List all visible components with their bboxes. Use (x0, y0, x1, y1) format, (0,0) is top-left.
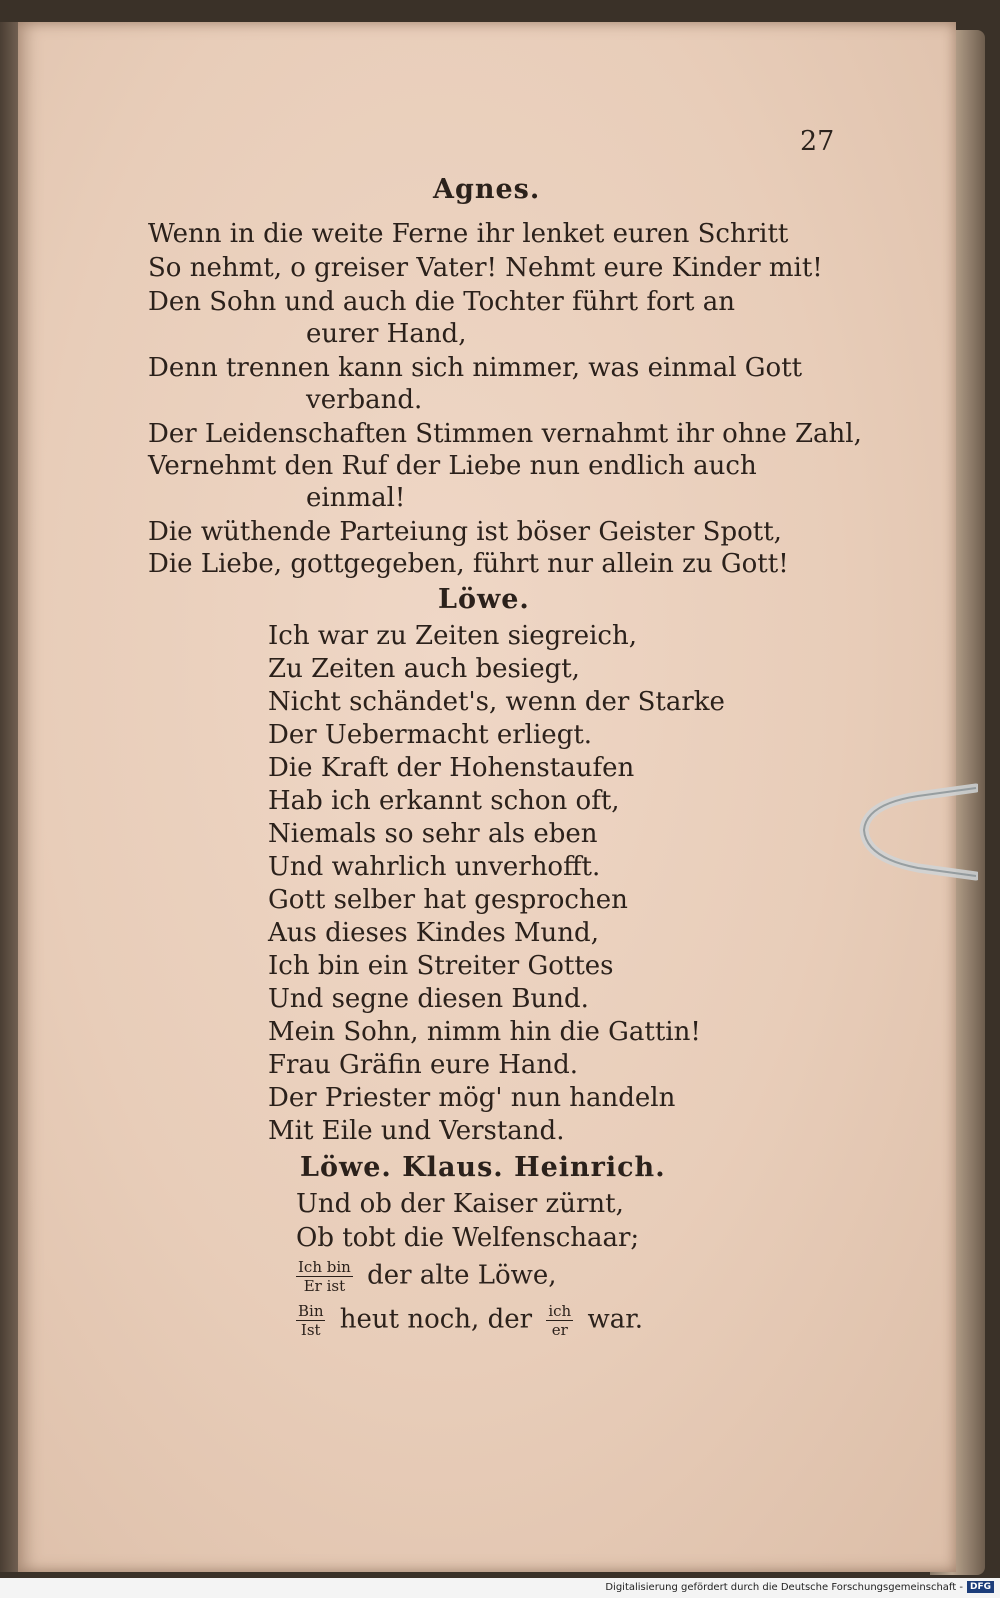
verse-line: verband. (306, 385, 423, 415)
verse-line: Hab ich erkannt schon oft, (268, 786, 620, 816)
verse-line: Der Uebermacht erliegt. (268, 720, 593, 750)
verse-line: Der Leidenschaften Stimmen vernahmt ihr ohne Zahl, (148, 419, 862, 449)
verse-text: war. (587, 1304, 644, 1335)
verse-line: Ich war zu Zeiten siegreich, (268, 621, 638, 651)
verse-line: Ich bin ein Streiter Gottes (268, 951, 614, 981)
verse-line: Niemals so sehr als eben (268, 819, 598, 849)
verse-line: Mit Eile und Verstand. (268, 1116, 565, 1146)
verse-line: Der Priester mög' nun handeln (268, 1083, 676, 1113)
verse-line: Mein Sohn, nimm hin die Gattin! (268, 1017, 701, 1047)
verse-line: Und wahrlich unverhofft. (268, 852, 601, 882)
verse-line: Wenn in die weite Ferne ihr lenket euren Schritt (148, 219, 789, 249)
verse-line: So nehmt, o greiser Vater! Nehmt eure Kinder mit! (148, 253, 823, 283)
verse-line: Den Sohn und auch die Tochter führt fort an (148, 287, 736, 317)
fraction-bottom: er (551, 1321, 568, 1339)
verse-line: Die wüthende Parteiung ist böser Geister Spott, (148, 517, 782, 547)
verse-line: Frau Gräfin eure Hand. (268, 1050, 579, 1080)
speaker-trio: Löwe. Klaus. Heinrich. (300, 1152, 666, 1183)
fraction-verse-line (290, 1302, 643, 1339)
verse-line: eurer Hand, (306, 319, 467, 349)
verse-line: Nicht schändet's, wenn der Starke (268, 687, 725, 717)
fraction-top: Ich bin (298, 1258, 351, 1276)
paper-clip (858, 778, 978, 883)
fraction-top: ich (548, 1302, 572, 1320)
verse-line: Zu Zeiten auch besiegt, (268, 654, 580, 684)
verse-text: der alte Löwe, (367, 1260, 557, 1291)
fraction-verse-line (290, 1258, 557, 1295)
digitization-footer (0, 1578, 1000, 1598)
pronoun-fraction (546, 1302, 573, 1339)
verse-line: Und ob der Kaiser zürnt, (296, 1189, 624, 1219)
verse-line: Denn trennen kann sich nimmer, was einmal Gott (148, 353, 803, 383)
verse-line: Gott selber hat gesprochen (268, 885, 628, 915)
fraction-bottom: Er ist (303, 1277, 346, 1295)
page-number: 27 (800, 126, 835, 157)
verse-text: heut noch, der (339, 1304, 533, 1335)
verse-line: Und segne diesen Bund. (268, 984, 589, 1014)
verb-fraction (296, 1302, 325, 1339)
verse-line: Vernehmt den Ruf der Liebe nun endlich auch (148, 451, 757, 481)
book-page (18, 22, 956, 1572)
verse-line: Die Kraft der Hohenstaufen (268, 753, 635, 783)
verse-line: Aus dieses Kindes Mund, (268, 918, 599, 948)
verse-line: Die Liebe, gottgegeben, führt nur allein zu Gott! (148, 549, 789, 579)
verse-line: einmal! (306, 483, 406, 513)
footer-text: Digitalisierung gefördert durch die Deutsche Forschungsgemeinschaft - (605, 1582, 963, 1593)
fraction-bottom: Ist (300, 1321, 321, 1339)
speaker-fraction (296, 1258, 353, 1295)
speaker-loewe: Löwe. (438, 584, 530, 615)
verse-line: Ob tobt die Welfenschaar; (296, 1223, 640, 1253)
dfg-logo: DFG (967, 1581, 994, 1593)
fraction-top: Bin (298, 1302, 324, 1320)
speaker-agnes: Agnes. (433, 174, 541, 205)
